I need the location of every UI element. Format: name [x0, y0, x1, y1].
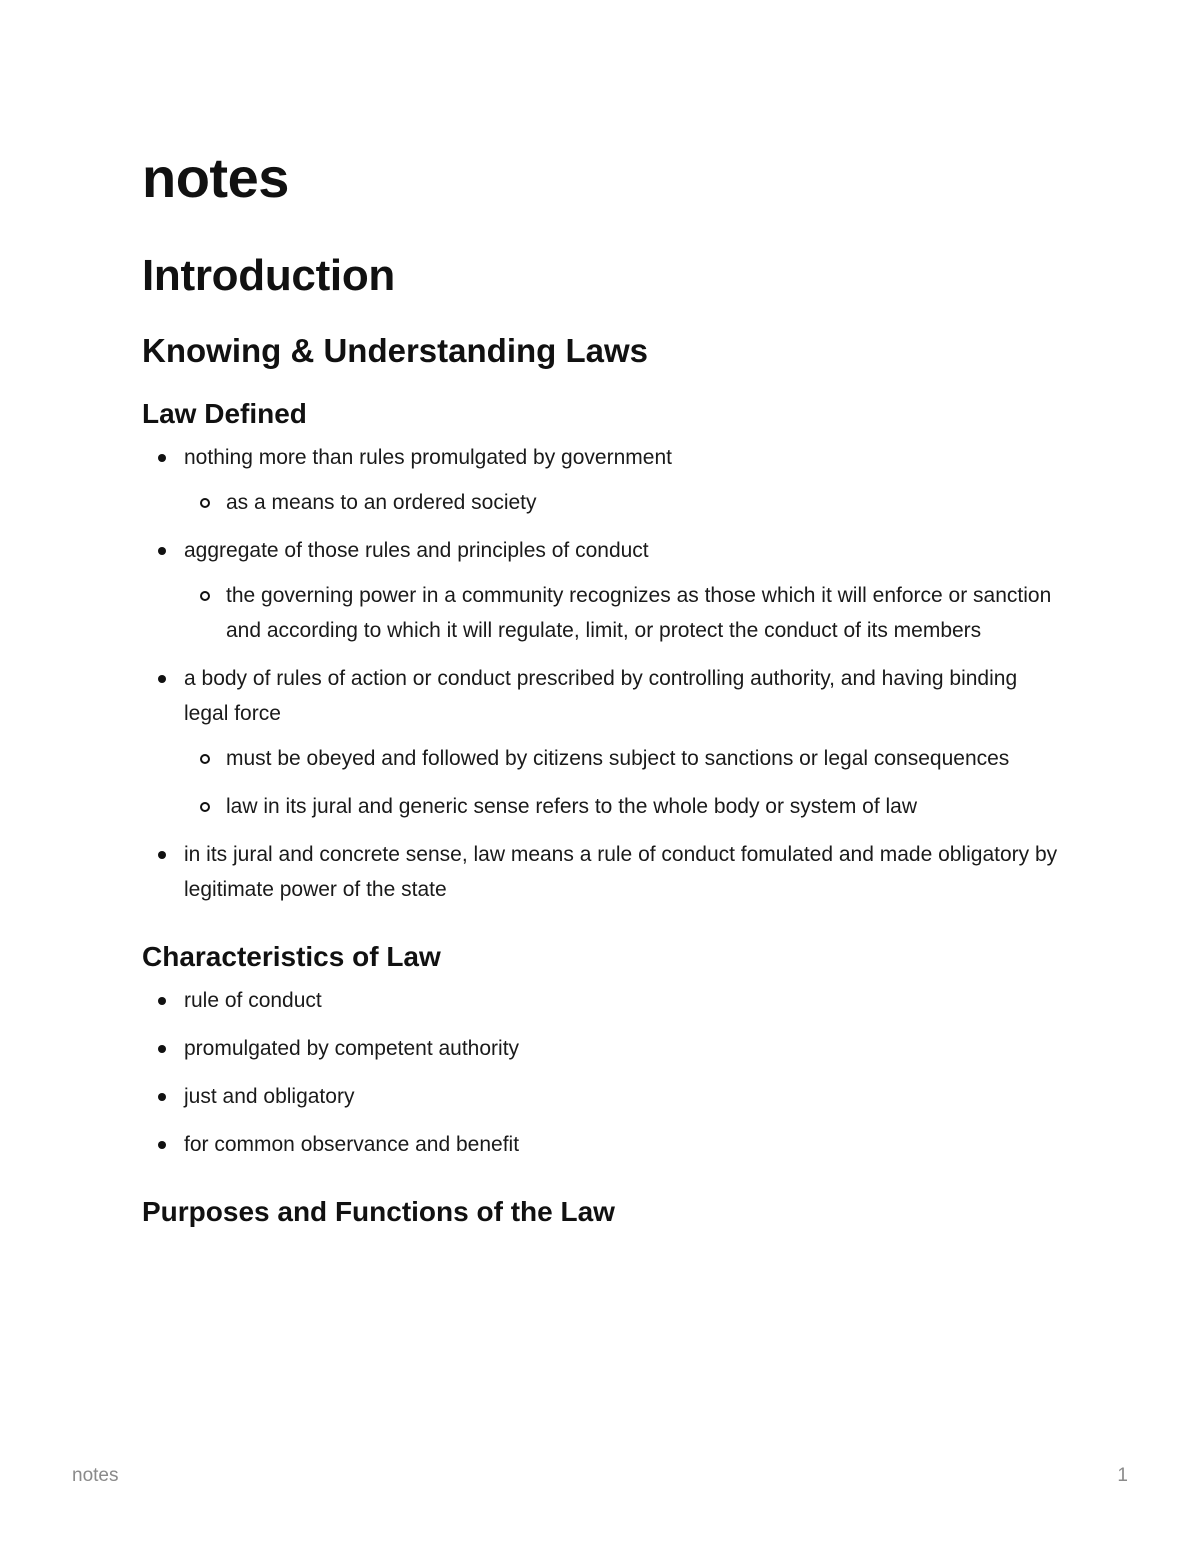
list-item-text: just and obligatory	[184, 1085, 355, 1108]
bullet-disc-icon	[158, 851, 166, 859]
bullet-disc-icon	[158, 1045, 166, 1053]
bullet-disc-icon	[158, 1141, 166, 1149]
sub-list-item-text: the governing power in a community recognizes as those which it will enforce or sanction and according to which it will regulate, limit, or protect the conduct of its members	[226, 584, 1052, 642]
heading-introduction: Introduction	[142, 251, 396, 300]
bullet-disc-icon	[158, 547, 166, 555]
sub-list-item	[184, 485, 1062, 520]
list-item-text: rule of conduct	[184, 989, 322, 1012]
list-item-text: promulgated by competent authority	[184, 1037, 520, 1060]
bullet-disc-icon	[158, 997, 166, 1005]
list-item	[142, 1079, 1062, 1114]
list-item-text: a body of rules of action or conduct prescribed by controlling authority, and having binding legal force	[184, 667, 1018, 725]
list-item-text: in its jural and concrete sense, law means a rule of conduct fomulated and made obligatory by legitimate power of the state	[184, 843, 1058, 901]
sub-list	[184, 741, 1062, 824]
list-item	[142, 661, 1062, 824]
bullet-disc-icon	[158, 454, 166, 462]
list-item	[142, 533, 1062, 648]
heading-knowing-understanding-laws: Knowing & Understanding Laws	[142, 332, 649, 369]
bullet-circle-icon	[200, 498, 210, 508]
sub-list-item	[184, 789, 1062, 824]
sub-list-item	[184, 578, 1062, 648]
list-item	[142, 1127, 1062, 1162]
sub-list-item-text: law in its jural and generic sense refers to the whole body or system of law	[226, 795, 918, 818]
bullet-disc-icon	[158, 1093, 166, 1101]
bullet-circle-icon	[200, 591, 210, 601]
sub-list-item-text: must be obeyed and followed by citizens subject to sanctions or legal consequences	[226, 747, 1010, 770]
sub-list	[184, 578, 1062, 648]
heading-law-defined: Law Defined	[142, 398, 307, 429]
sub-list-item-text: as a means to an ordered society	[226, 491, 537, 514]
bullet-disc-icon	[158, 675, 166, 683]
document-title: notes	[142, 146, 289, 209]
footer-page-number: 1	[1117, 1465, 1128, 1486]
bullet-circle-icon	[200, 802, 210, 812]
sub-list	[184, 485, 1062, 520]
list-item	[142, 1031, 1062, 1066]
list-item-text: nothing more than rules promulgated by government	[184, 446, 672, 469]
list-item	[142, 837, 1062, 907]
list-item	[142, 440, 1062, 520]
list-item	[142, 983, 1062, 1018]
list-item-text: for common observance and benefit	[184, 1133, 520, 1156]
heading-characteristics-of-law: Characteristics of Law	[142, 941, 441, 972]
list-item-text: aggregate of those rules and principles of conduct	[184, 539, 649, 562]
footer-document-name: notes	[72, 1465, 119, 1486]
law-defined-list	[142, 440, 1062, 907]
characteristics-list	[142, 983, 1062, 1162]
page-content	[142, 140, 1062, 1232]
bullet-circle-icon	[200, 754, 210, 764]
sub-list-item	[184, 741, 1062, 776]
heading-purposes-and-functions: Purposes and Functions of the Law	[142, 1196, 615, 1227]
